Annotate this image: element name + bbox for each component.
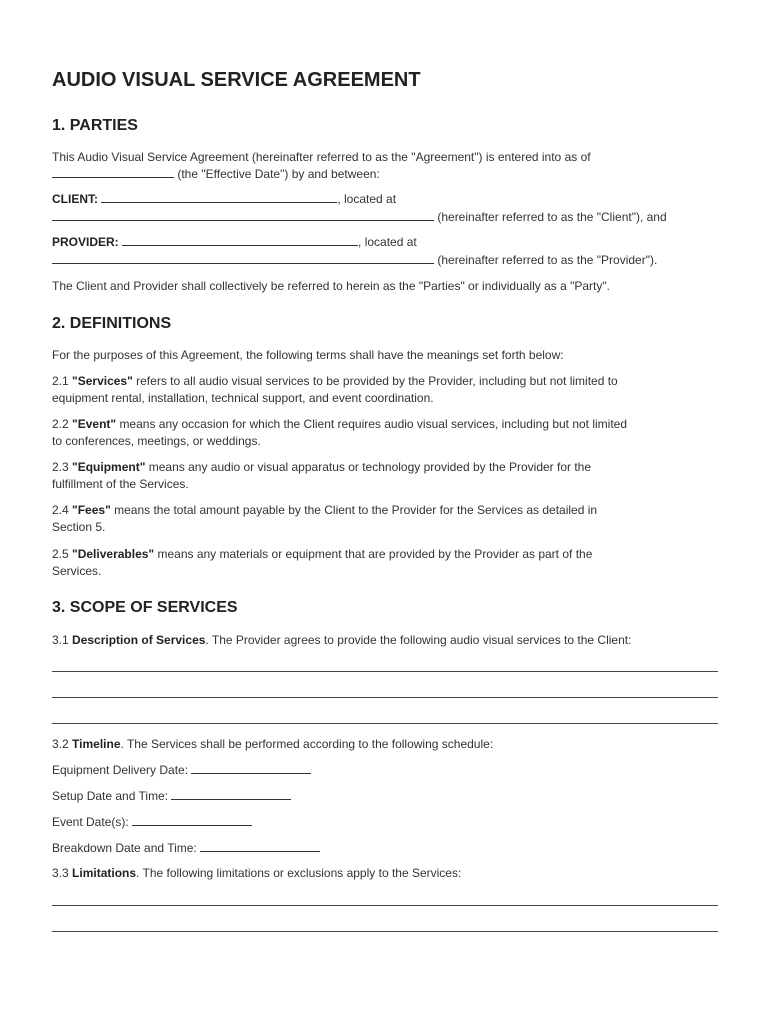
clause-number: 2.3 (52, 460, 69, 474)
definition-item (52, 373, 618, 389)
clause-term: Timeline (72, 737, 121, 751)
clause-text: . The Provider agrees to provide the following audio visual services to the Client: (205, 633, 632, 647)
schedule-label: Equipment Delivery Date: (52, 763, 189, 777)
definition-text: means any audio or visual apparatus or technology provided by the Provider for the (148, 460, 592, 474)
description-of-services (52, 632, 631, 648)
clause-number: 2.2 (52, 417, 69, 431)
section-heading-scope: 3. SCOPE OF SERVICES (52, 599, 238, 616)
definition-continuation: Section 5. (52, 520, 106, 534)
schedule-field[interactable] (191, 762, 311, 774)
client-label: CLIENT: (52, 192, 98, 206)
schedule-item (52, 840, 320, 856)
document-title: AUDIO VISUAL SERVICE AGREEMENT (52, 69, 421, 91)
effective-date-text: (the "Effective Date") by and between: (177, 167, 380, 181)
definition-text: means any occasion for which the Client requires audio visual services, including but not limited (119, 417, 628, 431)
schedule-field[interactable] (171, 788, 291, 800)
services-blank-line[interactable] (52, 697, 718, 698)
parties-intro: This Audio Visual Service Agreement (hereinafter referred to as the "Agreement") is entered into as of (52, 150, 591, 164)
limitations-blank-line[interactable] (52, 905, 718, 906)
definition-item (52, 502, 597, 518)
provider-address-line (52, 252, 657, 268)
clause-number: 2.4 (52, 503, 69, 517)
definition-item (52, 416, 627, 432)
definition-term: "Services" (72, 374, 133, 388)
clause-number: 3.3 (52, 866, 69, 880)
definition-continuation: fulfillment of the Services. (52, 477, 189, 491)
definition-text: means the total amount payable by the Client to the Provider for the Services as detailed in (114, 503, 598, 517)
provider-name-field[interactable] (122, 234, 358, 246)
timeline (52, 736, 493, 752)
clause-text: . The following limitations or exclusions apply to the Services: (136, 866, 462, 880)
schedule-field[interactable] (200, 840, 320, 852)
definition-term: "Event" (72, 417, 117, 431)
definition-continuation: to conferences, meetings, or weddings. (52, 434, 261, 448)
schedule-label: Setup Date and Time: (52, 789, 169, 803)
schedule-label: Breakdown Date and Time: (52, 841, 197, 855)
effective-date-line (52, 166, 380, 182)
services-blank-line[interactable] (52, 723, 718, 724)
section-heading-parties: 1. PARTIES (52, 117, 138, 134)
parties-collective: The Client and Provider shall collectively be referred to herein as the "Parties" or individually as a "Party". (52, 279, 610, 293)
schedule-item (52, 762, 311, 778)
schedule-field[interactable] (132, 814, 252, 826)
services-blank-line[interactable] (52, 671, 718, 672)
limitations (52, 865, 461, 881)
client-ref-text: (hereinafter referred to as the "Client"), and (437, 210, 667, 224)
definition-text: means any materials or equipment that are provided by the Provider as part of the (157, 547, 593, 561)
provider-label: PROVIDER: (52, 235, 119, 249)
definition-term: "Deliverables" (72, 547, 155, 561)
clause-number: 3.2 (52, 737, 69, 751)
clause-term: Description of Services (72, 633, 206, 647)
effective-date-field[interactable] (52, 166, 174, 178)
schedule-label: Event Date(s): (52, 815, 129, 829)
section-heading-definitions: 2. DEFINITIONS (52, 315, 172, 332)
provider-line (52, 234, 417, 250)
clause-number: 3.1 (52, 633, 69, 647)
clause-number: 2.1 (52, 374, 69, 388)
definition-continuation: equipment rental, installation, technical support, and event coordination. (52, 391, 434, 405)
definitions-intro: For the purposes of this Agreement, the following terms shall have the meanings set forth below: (52, 348, 564, 362)
client-line (52, 191, 396, 207)
definition-term: "Fees" (72, 503, 111, 517)
definition-item (52, 546, 592, 562)
clause-number: 2.5 (52, 547, 69, 561)
client-name-field[interactable] (101, 191, 337, 203)
client-address-field[interactable] (52, 209, 434, 221)
definition-text: refers to all audio visual services to be provided by the Provider, including but not limited to (136, 374, 618, 388)
client-address-line (52, 209, 667, 225)
provider-ref-text: (hereinafter referred to as the "Provider"). (437, 253, 658, 267)
definition-continuation: Services. (52, 564, 102, 578)
located-text: , located at (337, 192, 397, 206)
schedule-item (52, 788, 291, 804)
clause-term: Limitations (72, 866, 137, 880)
schedule-item (52, 814, 252, 830)
located-text: , located at (358, 235, 417, 249)
provider-address-field[interactable] (52, 252, 434, 264)
definition-term: "Equipment" (72, 460, 146, 474)
definition-item (52, 459, 591, 475)
limitations-blank-line[interactable] (52, 931, 718, 932)
clause-text: . The Services shall be performed according to the following schedule: (120, 737, 494, 751)
